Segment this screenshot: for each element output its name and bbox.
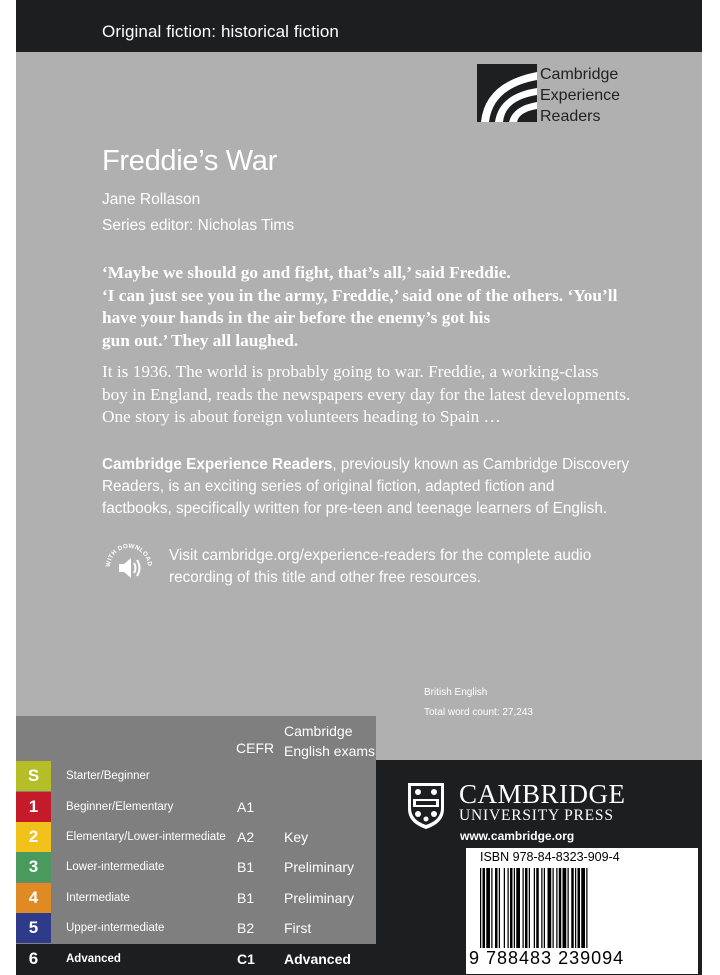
exam-header-line: English exams: [284, 743, 376, 759]
barcode-bars: [480, 868, 680, 948]
speaker-icon: [119, 558, 140, 578]
audio-line: Visit cambridge.org/experience-readers for the complete audio: [169, 547, 592, 564]
series-logo-text: [540, 64, 680, 127]
barcode-bar: [510, 868, 513, 948]
cefr-header: CEFR: [236, 740, 275, 756]
barcode-number: 9 788483 239094: [469, 948, 625, 968]
level-row: [16, 883, 376, 913]
series-logo-line: Readers: [540, 108, 601, 125]
back-cover: [16, 0, 702, 975]
level-cefr: B2: [237, 920, 255, 936]
level-exam: Key: [284, 829, 309, 845]
level-cefr: A1: [237, 799, 255, 815]
publisher-url: www.cambridge.org: [460, 829, 575, 843]
level-cefr: B1: [237, 890, 255, 906]
quote-line: ‘Maybe we should go and fight, that’s all,’ said Freddie.: [102, 263, 511, 282]
level-badge: 6: [16, 944, 51, 974]
blurb-line: It is 1936. The world is probably going to war. Freddie, a working-class: [102, 362, 599, 381]
genre-bar: [16, 0, 702, 52]
barcode-bar: [563, 868, 567, 948]
audio-badge-text: WITH DOWNLOAD: [104, 542, 154, 568]
barcode-bar: [483, 868, 486, 948]
publisher-name: CAMBRIDGE: [459, 779, 626, 809]
quote-line: gun out.’ They all laughed.: [102, 330, 299, 350]
series-desc-line: factbooks, specifically written for pre-teen and teenage learners of English.: [102, 500, 608, 517]
quote-line: have your hands in the air before the enemy’s got his: [102, 308, 491, 327]
level-row: [16, 913, 376, 943]
level-name: Intermediate: [66, 892, 130, 904]
book-author: Jane Rollason: [102, 191, 201, 208]
barcode-bar: [504, 868, 505, 948]
barcode-bar: [548, 868, 552, 948]
barcode-bar: [568, 868, 569, 948]
downloadable-audio-badge: [102, 537, 156, 591]
series-desc-line: , previously known as Cambridge Discovery: [332, 456, 630, 473]
barcode-bar: [578, 868, 581, 948]
quote-line: ‘I can just see you in the army, Freddie,’ said one of the others. ‘You’ll: [102, 285, 618, 305]
level-row: [16, 944, 376, 975]
level-badge: 4: [16, 883, 51, 913]
barcode-bar: [495, 868, 498, 948]
book-title: Freddie’s War: [102, 145, 277, 177]
level-name: Starter/Beginner: [66, 770, 150, 782]
series-logo-line: Cambridge: [540, 66, 619, 83]
barcode-bar: [508, 868, 509, 948]
level-name: Upper-intermediate: [66, 922, 165, 934]
publisher-press: UNIVERSITY PRESS: [459, 807, 614, 824]
barcode-bar: [523, 868, 524, 948]
level-badge: 5: [16, 913, 51, 943]
level-badge: 2: [16, 822, 51, 852]
audio-line: recording of this title and other free resources.: [169, 569, 482, 586]
barcode-bar: [544, 868, 545, 948]
level-row: [16, 822, 376, 852]
barcode-bar: [516, 868, 520, 948]
exam-header-line: Cambridge: [284, 723, 353, 739]
blurb-line: One story is about foreign volunteers heading to Spain …: [102, 407, 501, 426]
barcode-bar: [556, 868, 557, 948]
audio-info: [169, 545, 591, 589]
exam-header: [284, 721, 375, 761]
word-count: Total word count: 27,243: [424, 707, 533, 718]
level-exam: Preliminary: [284, 859, 355, 875]
level-badge: 1: [16, 792, 51, 822]
series-editor: Series editor: Nicholas Tims: [102, 217, 295, 234]
university-crest-icon: [406, 781, 446, 831]
series-description: [102, 454, 662, 520]
level-exam: Advanced: [284, 951, 351, 967]
level-row: [16, 792, 376, 822]
blurb-line: boy in England, reads the newspapers every day for the latest developments.: [102, 384, 631, 404]
level-exam: First: [284, 920, 312, 936]
level-exam: Preliminary: [284, 890, 355, 906]
series-name-bold: Cambridge Experience Readers: [102, 456, 333, 473]
level-cefr: A2: [237, 829, 255, 845]
barcode-bar: [529, 868, 530, 948]
barcode-bar: [553, 868, 554, 948]
level-cefr: B1: [237, 859, 255, 875]
barcode-bar: [486, 868, 490, 948]
series-logo-line: Experience: [540, 87, 621, 104]
genre-label: Original fiction: historical fiction: [102, 22, 339, 41]
isbn-label: ISBN 978-84-8323-909-4: [480, 850, 620, 864]
series-logo-icon: [477, 64, 537, 122]
barcode-panel: [466, 848, 698, 974]
level-name: Elementary/Lower-intermediate: [66, 831, 226, 843]
barcode-bar: [571, 868, 574, 948]
barcode-bar: [499, 868, 500, 948]
barcode-bar: [581, 868, 585, 948]
level-name: Lower-intermediate: [66, 861, 165, 873]
edition-info: [424, 683, 533, 723]
level-name: Advanced: [66, 953, 121, 965]
barcode-bar: [525, 868, 528, 948]
barcode-bar: [491, 868, 492, 948]
level-row: [16, 761, 376, 791]
barcode-bar: [575, 868, 576, 948]
barcode-bar: [536, 868, 539, 948]
excerpt-quote: [102, 262, 662, 352]
language-label: British English: [424, 687, 488, 698]
series-desc-line: Readers, is an exciting series of original fiction, adapted fiction and: [102, 478, 555, 495]
level-row: [16, 852, 376, 882]
barcode-bar: [586, 868, 587, 948]
level-badge: 3: [16, 852, 51, 882]
barcode-bar: [559, 868, 562, 948]
barcode-bar: [480, 868, 481, 948]
level-name: Beginner/Elementary: [66, 801, 174, 813]
story-blurb: [102, 361, 662, 429]
barcode-bar: [514, 868, 515, 948]
barcode-bar: [534, 868, 535, 948]
level-badge: S: [16, 761, 51, 791]
level-cefr: C1: [237, 951, 255, 967]
barcode-bar: [541, 868, 542, 948]
